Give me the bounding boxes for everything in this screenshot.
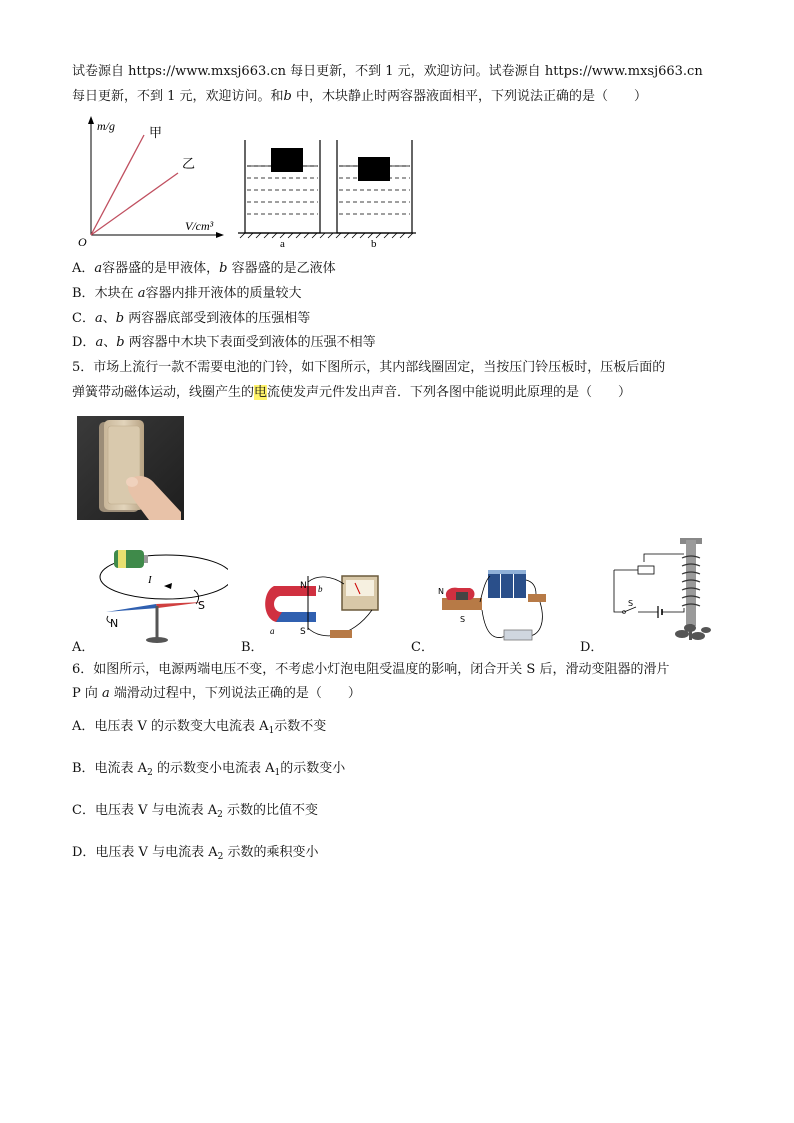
- q4-option-b: [72, 285, 301, 303]
- q5-stem-line-1: [72, 359, 665, 377]
- mass-volume-graph: [74, 113, 224, 248]
- figure-b-magnet-meter: [262, 572, 392, 648]
- label-b: b: [371, 238, 377, 249]
- subscript: 1: [268, 726, 275, 736]
- q6-option-d: [72, 844, 318, 866]
- header-notice-text: 每日更新，不到 1 元，欢迎访问。和: [72, 89, 284, 104]
- end-a-label: a: [270, 626, 275, 636]
- figure-a-compass-coil: [96, 546, 228, 646]
- option-text: 的示数变小: [280, 761, 346, 776]
- option-text: B．电流表 A: [72, 761, 148, 776]
- header-source-text: 试卷源自 https://www.mxsj663.cn 每日更新，不到 1 元，欢迎访问。试卷源自 https://www.mxsj663.cn: [72, 64, 703, 79]
- option-text: C．电压表 V 与电流表 A: [72, 803, 218, 818]
- question-6-text: 6．如图所示，电源两端电压不变，不考虑小灯泡电阻受温度的影响，闭合开关 S 后，滑动变阻器的滑片: [72, 662, 670, 677]
- q5-option-c-label: C．: [411, 640, 434, 655]
- var-a: a: [95, 335, 104, 350]
- option-text: 容器盛的是乙液体: [227, 261, 336, 276]
- q4-option-c: [72, 310, 310, 328]
- switch-icon: [330, 630, 352, 638]
- highlighted-char: 电: [254, 385, 268, 400]
- option-text: 的示数变小电流表 A: [152, 761, 275, 776]
- separator: 、: [102, 311, 116, 326]
- label-a: a: [280, 238, 285, 249]
- wood-block-a: [271, 148, 303, 172]
- question-6-text: P 向: [72, 686, 103, 701]
- var-a: a: [94, 261, 103, 276]
- compass-needle-n: [106, 604, 158, 612]
- end-b-label: b: [318, 584, 323, 594]
- rheostat-icon: [504, 630, 532, 640]
- line-yi: [91, 173, 178, 235]
- label-jia: 甲: [149, 126, 163, 141]
- y-axis-label: m/g: [97, 119, 115, 133]
- switch-label: S: [628, 599, 634, 608]
- question-5-text: 流使发声元件发出声音．下列各图中能说明此原理的是（ ）: [267, 385, 632, 400]
- option-letter: C．: [72, 311, 95, 326]
- header-line-1: [72, 63, 703, 81]
- iron-core: [686, 540, 696, 626]
- battery-pack-icon: [488, 570, 526, 598]
- container-b: [337, 140, 412, 233]
- var-a: a: [102, 686, 110, 701]
- q6-stem-line-1: [72, 661, 669, 679]
- q5-option-a-label: A．: [72, 640, 95, 655]
- option-text: 木块在: [94, 286, 138, 301]
- q5-stem-line-2: [72, 384, 631, 402]
- question-4-stem: 中，木块静止时两容器液面相平，下列说法正确的是（ ）: [291, 89, 648, 104]
- var-b: b: [116, 335, 125, 350]
- q5-option-d-label: D．: [580, 640, 604, 655]
- q6-option-b: [72, 760, 345, 782]
- var-b: b: [283, 89, 292, 104]
- var-b: b: [219, 261, 228, 276]
- q6-option-c: [72, 802, 318, 824]
- header-line-2: [72, 88, 647, 106]
- option-text: 示数的比值不变: [222, 803, 318, 818]
- var-a: a: [137, 286, 146, 301]
- doorbell-photo: [77, 416, 184, 520]
- option-letter: B．: [72, 286, 95, 301]
- var-a: a: [94, 311, 103, 326]
- figure-d-electromagnet: [610, 536, 722, 648]
- q4-option-a: [72, 260, 336, 278]
- containers-figure: [234, 137, 420, 249]
- question-5-text: 弹簧带动磁体运动，线圈产生的: [72, 385, 255, 400]
- figure-c-motor-circuit: [436, 566, 558, 648]
- north-label: N: [438, 587, 444, 596]
- wood-block-b: [358, 157, 390, 181]
- subscript: 2: [147, 768, 153, 778]
- option-text: 示数不变: [274, 719, 327, 734]
- line-jia: [91, 135, 144, 235]
- option-text: 两容器底部受到液体的压强相等: [124, 311, 311, 326]
- x-axis-label: V/cm³: [185, 219, 214, 233]
- option-text: A．电压表 V 的示数变大电流表 A: [72, 719, 269, 734]
- north-label: N: [110, 617, 119, 630]
- nails-icon: [675, 624, 711, 640]
- subscript: 2: [217, 852, 224, 862]
- question-5-text: 5．市场上流行一款不需要电池的门铃，如下图所示，其内部线圈固定，当按压门铃压板时，压板后面的: [72, 360, 666, 375]
- option-text: 容器内排开液体的质量较大: [145, 286, 302, 301]
- current-label: I: [148, 574, 152, 586]
- option-letter: A．: [72, 261, 95, 276]
- q6-stem-line-2: [72, 685, 361, 703]
- q5-option-b-label: B．: [241, 640, 264, 655]
- var-b: b: [115, 311, 125, 326]
- subscript: 2: [217, 810, 223, 820]
- option-text: 两容器中木块下表面受到液体的压强不相等: [124, 335, 376, 350]
- q4-option-d: [72, 334, 376, 352]
- option-text: D．电压表 V 与电流表 A: [72, 845, 218, 860]
- label-yi: 乙: [182, 157, 196, 172]
- question-6-text: 端滑动过程中，下列说法正确的是（ ）: [109, 686, 361, 701]
- switch-icon: [528, 594, 546, 602]
- rheostat-icon: [638, 566, 654, 574]
- south-label: S: [300, 627, 306, 637]
- separator: 、: [103, 335, 117, 350]
- north-label: N: [300, 581, 307, 591]
- option-letter: D．: [72, 335, 96, 350]
- q6-option-a: [72, 718, 326, 740]
- south-label: S: [198, 599, 205, 612]
- option-text: 示数的乘积变小: [223, 845, 319, 860]
- origin-label: O: [78, 235, 87, 248]
- south-label: S: [460, 615, 466, 624]
- subscript: 1: [274, 768, 281, 778]
- option-text: 容器盛的是甲液体，: [102, 261, 220, 276]
